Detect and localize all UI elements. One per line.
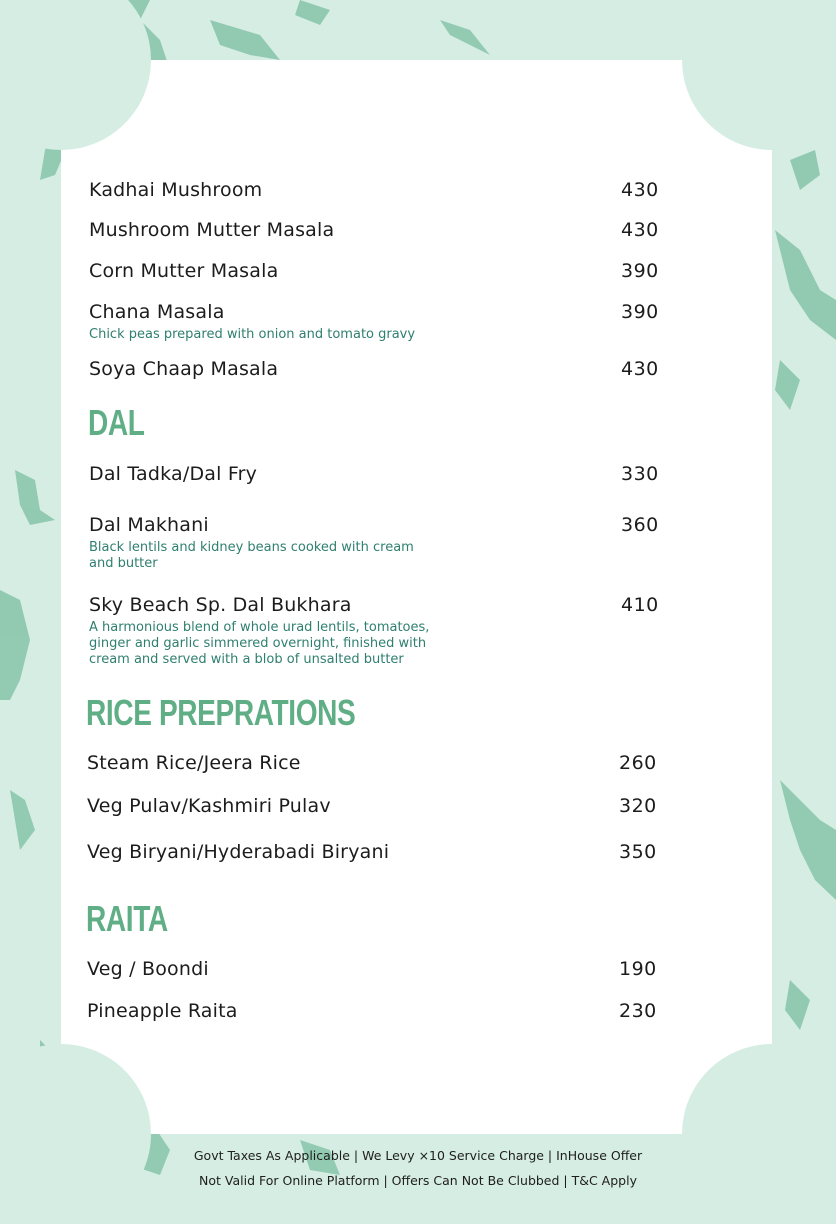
item-price: 430 bbox=[621, 219, 659, 241]
item-price: 330 bbox=[621, 463, 659, 485]
item-price: 430 bbox=[621, 179, 659, 201]
item-price: 320 bbox=[619, 795, 657, 817]
item-price: 230 bbox=[619, 1000, 657, 1022]
item-description: A harmonious blend of whole urad lentils, tomatoes, ginger and garlic simmered overnight, finished with cream and served with a blob of unsalted butter bbox=[89, 620, 430, 667]
item-price: 390 bbox=[621, 301, 659, 323]
section-title-raita: RAITA bbox=[86, 898, 168, 939]
item-name: Dal Makhani bbox=[89, 514, 209, 536]
item-name: Veg / Boondi bbox=[87, 958, 209, 980]
item-name: Dal Tadka/Dal Fry bbox=[89, 463, 258, 485]
item-price: 430 bbox=[621, 358, 659, 380]
item-name: Chana Masala bbox=[89, 301, 225, 323]
item-price: 360 bbox=[621, 514, 659, 536]
footer-line-2: Not Valid For Online Platform | Offers Can Not Be Clubbed | T&C Apply bbox=[199, 1173, 637, 1188]
section-title-rice: RICE PREPRATIONS bbox=[86, 692, 356, 733]
item-name: Mushroom Mutter Masala bbox=[89, 219, 335, 241]
item-price: 410 bbox=[621, 594, 659, 616]
item-price: 190 bbox=[619, 958, 657, 980]
item-name: Veg Pulav/Kashmiri Pulav bbox=[87, 795, 331, 817]
item-name: Sky Beach Sp. Dal Bukhara bbox=[89, 594, 352, 616]
item-name: Steam Rice/Jeera Rice bbox=[87, 752, 301, 774]
item-price: 390 bbox=[621, 260, 659, 282]
footer-line-1: Govt Taxes As Applicable | We Levy ×10 Service Charge | InHouse Offer bbox=[193, 1148, 643, 1163]
item-description: Chick peas prepared with onion and tomato gravy bbox=[89, 327, 416, 342]
item-description: Black lentils and kidney beans cooked with cream and butter bbox=[89, 540, 414, 571]
item-name: Veg Biryani/Hyderabadi Biryani bbox=[87, 841, 390, 863]
item-price: 350 bbox=[619, 841, 657, 863]
item-name: Soya Chaap Masala bbox=[89, 358, 279, 380]
section-title-dal: DAL bbox=[88, 402, 145, 443]
item-name: Pineapple Raita bbox=[87, 1000, 238, 1022]
item-price: 260 bbox=[619, 752, 657, 774]
item-name: Corn Mutter Masala bbox=[89, 260, 279, 282]
item-name: Kadhai Mushroom bbox=[89, 179, 263, 201]
